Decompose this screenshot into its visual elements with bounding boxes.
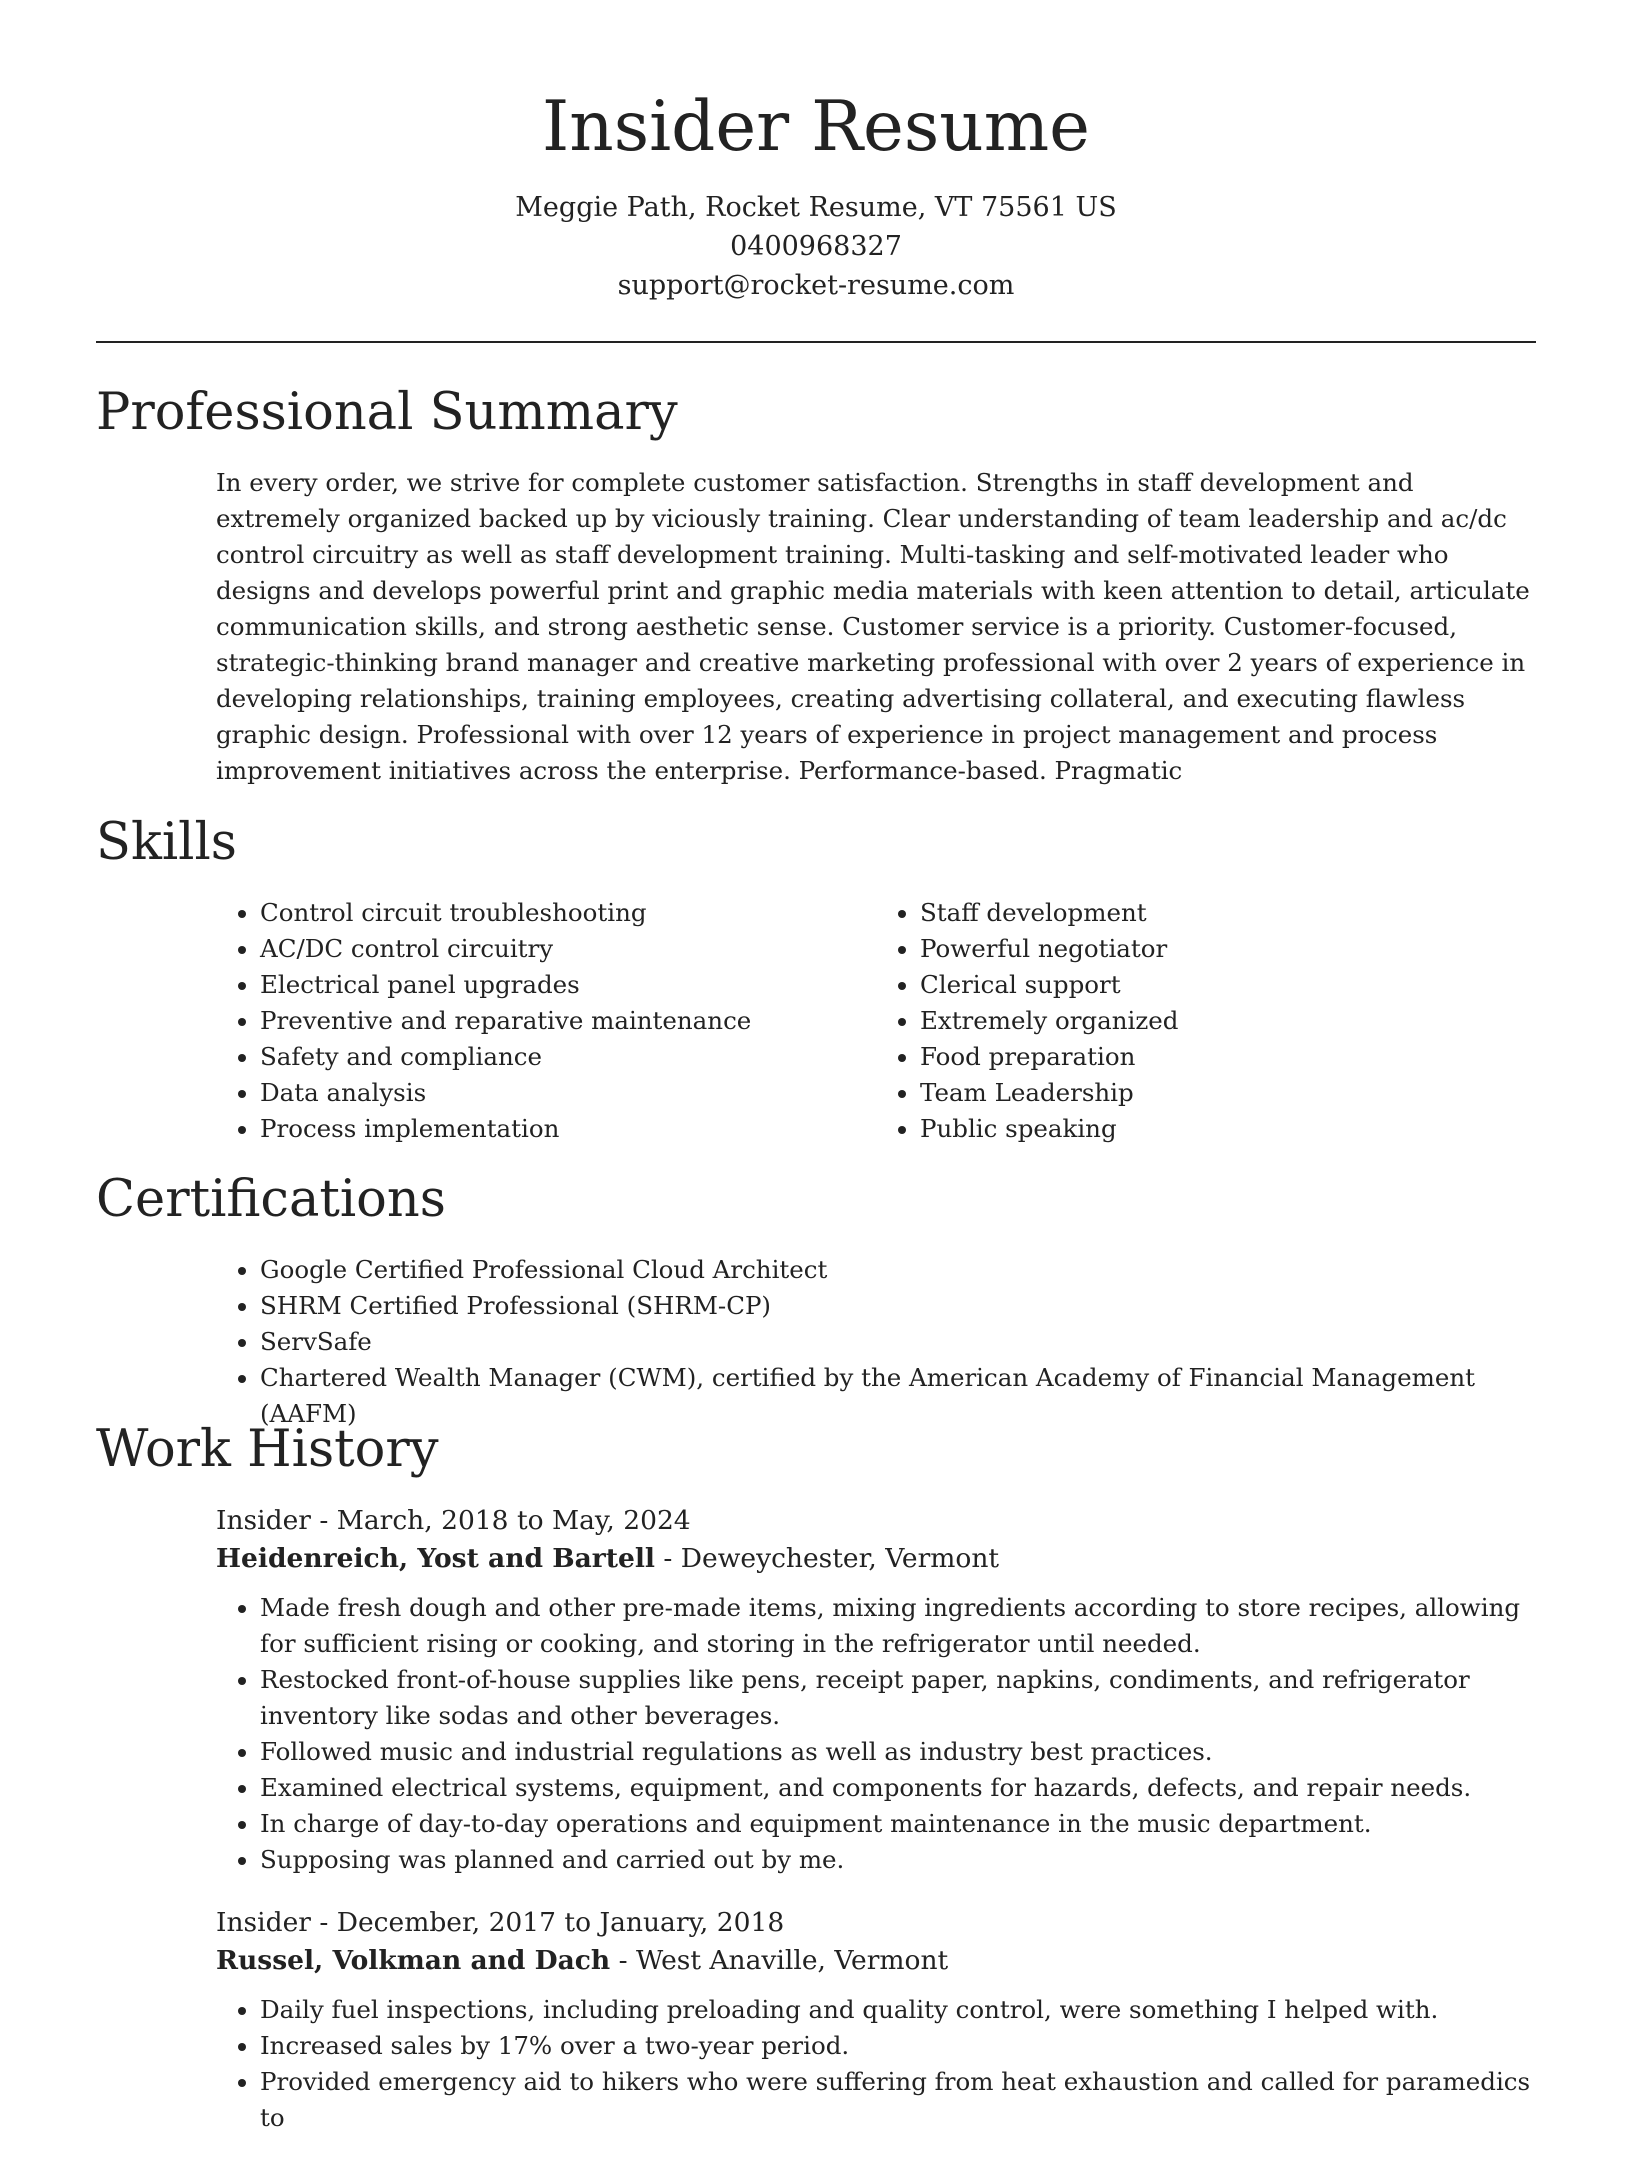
job-entry <box>216 1904 1536 2136</box>
job-company-line <box>216 1942 1536 1980</box>
certifications-body <box>216 1252 1536 1432</box>
job-role: Insider <box>216 1907 311 1938</box>
skill-item: • Extremely organized <box>920 1003 1536 1039</box>
resume-header <box>0 0 1632 305</box>
skill-item: • Food preparation <box>920 1039 1536 1075</box>
job-bullet: • Restocked front-of-house supplies like pens, receipt paper, napkins, condiments, and refrigerator inventory like sodas and other beverages. <box>260 1662 1536 1734</box>
skill-item: • Safety and compliance <box>260 1039 876 1075</box>
summary-body <box>216 465 1536 789</box>
contact-address: Meggie Path, Rocket Resume, VT 75561 US <box>515 192 1117 223</box>
skill-item: • Data analysis <box>260 1075 876 1111</box>
job-title-line <box>216 1904 1536 1942</box>
skill-item: • AC/DC control circuitry <box>260 931 876 967</box>
job-title-line <box>216 1502 1536 1540</box>
skills-section <box>96 811 1536 1147</box>
skill-item: • Staff development <box>920 895 1536 931</box>
job-bullet: • Followed music and industrial regulations as well as industry best practices. <box>260 1734 1536 1770</box>
skill-item: • Control circuit troubleshooting <box>260 895 876 931</box>
job-location: - West Anaville, Vermont <box>610 1945 949 1976</box>
skills-list-left <box>216 895 876 1147</box>
skill-item: • Public speaking <box>920 1111 1536 1147</box>
skill-item: • Preventive and reparative maintenance <box>260 1003 876 1039</box>
contact-info <box>0 188 1632 305</box>
job-bullet: • In charge of day-to-day operations and equipment maintenance in the music department. <box>260 1806 1536 1842</box>
certification-item: • Chartered Wealth Manager (CWM), certified by the American Academy of Financial Management (AAFM) <box>260 1360 1536 1432</box>
skill-item: • Clerical support <box>920 967 1536 1003</box>
job-bullet: • Examined electrical systems, equipment, and components for hazards, defects, and repair needs. <box>260 1770 1536 1806</box>
skill-item: • Powerful negotiator <box>920 931 1536 967</box>
job-company: Russel, Volkman and Dach <box>216 1945 611 1976</box>
skill-item: • Process implementation <box>260 1111 876 1147</box>
skill-item: • Electrical panel upgrades <box>260 967 876 1003</box>
job-bullets <box>216 1992 1536 2136</box>
job-dates: - March, 2018 to May, 2024 <box>310 1505 691 1536</box>
certifications-heading: Certifications <box>96 1170 446 1229</box>
work-history-body <box>216 1502 1536 2136</box>
skills-body <box>216 895 1536 1147</box>
job-bullet: • Increased sales by 17% over a two-year period. <box>260 2028 1536 2064</box>
summary-text: In every order, we strive for complete customer satisfaction. Strengths in staff development and extremely organized backed up by viciously training. Clear understanding of team leadership and ac/dc control circuitry as well as staff development training. Multi-tasking and self-motivated leader who designs and develops powerful print and graphic media materials with keen attention to detail, articulate communication skills, and strong aesthetic sense. Customer service is a priority. Customer-focused, strategic-thinking brand manager and creative marketing professional with over 2 years of experience in developing relationships, training employees, creating advertising collateral, and executing flawless graphic design. Professional with over 12 years of experience in project management and process improvement initiatives across the enterprise. Performance-based. Pragmatic <box>216 468 1530 785</box>
certifications-list <box>216 1252 1536 1432</box>
summary-heading: Professional Summary <box>96 383 678 442</box>
resume-title: Insider Resume <box>542 87 1090 167</box>
job-dates: - December, 2017 to January, 2018 <box>310 1907 785 1938</box>
skill-item: • Team Leadership <box>920 1075 1536 1111</box>
job-company: Heidenreich, Yost and Bartell <box>216 1543 655 1574</box>
summary-section <box>96 381 1536 789</box>
job-company-line <box>216 1540 1536 1578</box>
job-bullet: • Supposing was planned and carried out by me. <box>260 1842 1536 1878</box>
job-bullet: • Made fresh dough and other pre-made items, mixing ingredients according to store recipes, allowing for sufficient rising or cooking, and storing in the refrigerator until needed. <box>260 1590 1536 1662</box>
header-divider <box>96 341 1536 343</box>
certifications-section <box>96 1168 1536 1432</box>
contact-phone: 0400968327 <box>730 231 902 262</box>
skills-heading: Skills <box>96 813 237 872</box>
job-entry <box>216 1502 1536 1878</box>
job-bullet: • Daily fuel inspections, including preloading and quality control, were something I helped with. <box>260 1992 1536 2028</box>
work-history-section <box>96 1418 1536 2162</box>
job-role: Insider <box>216 1505 311 1536</box>
contact-email: support@rocket-resume.com <box>617 270 1015 301</box>
certification-item: • Google Certified Professional Cloud Architect <box>260 1252 1536 1288</box>
skills-list-right <box>876 895 1536 1147</box>
job-bullet: • Provided emergency aid to hikers who were suffering from heat exhaustion and called for paramedics to <box>260 2064 1536 2136</box>
job-location: - Deweychester, Vermont <box>655 1543 1000 1574</box>
certification-item: • SHRM Certified Professional (SHRM-CP) <box>260 1288 1536 1324</box>
work-history-heading: Work History <box>96 1420 439 1479</box>
certification-item: • ServSafe <box>260 1324 1536 1360</box>
job-bullets <box>216 1590 1536 1878</box>
skills-grid <box>216 895 1536 1147</box>
